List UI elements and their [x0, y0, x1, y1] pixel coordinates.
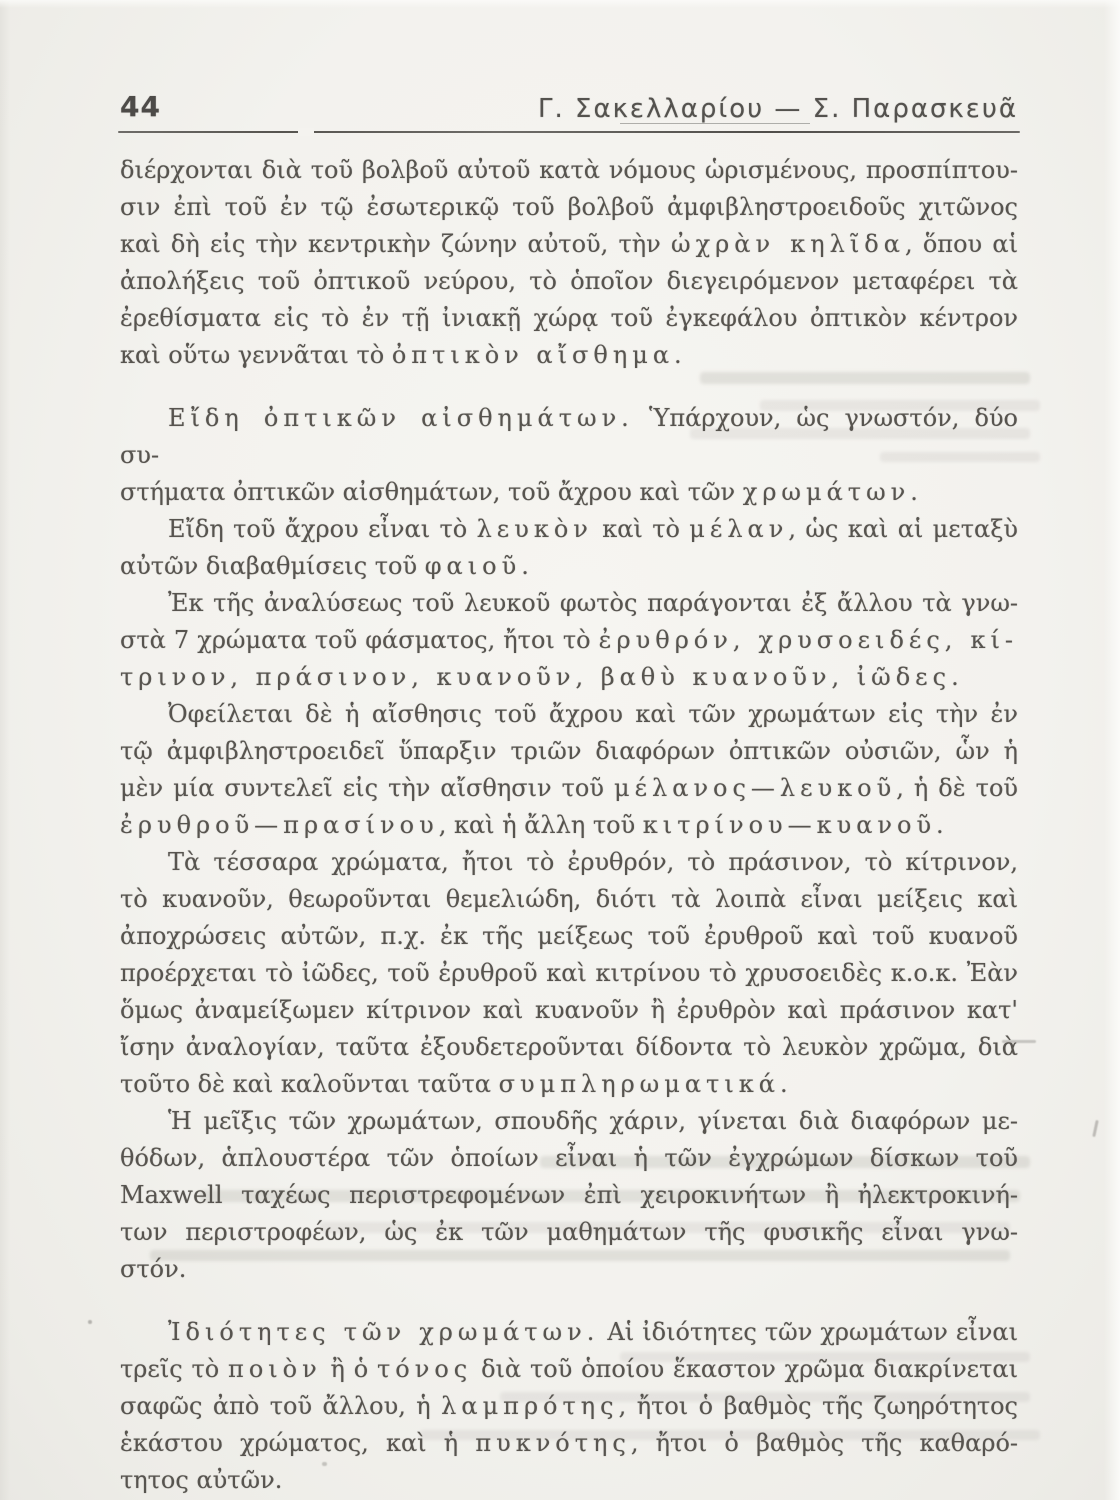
text-line [120, 844, 1018, 881]
text-segment: ἀπολήξεις τοῦ ὀπτικοῦ νεύρου, τὸ ὁποῖον διεγειρόμενον μεταφέρει τὰ [120, 267, 1018, 295]
text-segment: τῷ ἀμφιβληστροειδεῖ ὕπαρξιν τριῶν διαφόρων ὀπτικῶν οὐσιῶν, ὧν ἡ [120, 737, 1018, 765]
text-line [120, 733, 1018, 770]
text-segment: διέρχονται διὰ τοῦ βολβοῦ αὐτοῦ κατὰ νόμους ὡρισμένους, προσπίπτου- [120, 156, 1018, 184]
text-segment: καὶ τὸ [592, 515, 690, 543]
emphasized-text: πυκνότης [475, 1429, 631, 1457]
paragraph [120, 696, 1018, 844]
scan-speck [88, 1320, 92, 1324]
header-rule [118, 131, 1020, 133]
text-line [120, 1462, 1018, 1499]
text-segment: . [910, 478, 918, 506]
text-line [120, 548, 1018, 585]
text-line [120, 1214, 1018, 1251]
page-edge-shading [1104, 0, 1120, 1500]
text-segment: , καὶ ἡ ἄλλη τοῦ [438, 811, 643, 839]
text-segment: . [521, 552, 529, 580]
emphasized-text: ποιὸν [228, 1355, 322, 1383]
emphasized-text: μέλανος—λευκοῦ [614, 774, 897, 802]
text-segment: Ἡ μεῖξις τῶν χρωμάτων, σπουδῆς χάριν, γίνεται διὰ διαφόρων με- [168, 1107, 1018, 1135]
text-segment: σιν ἐπὶ τοῦ ἐν τῷ ἐσωτερικῷ τοῦ βολβοῦ ἀμφιβληστροειδοῦς χιτῶνος [120, 193, 1018, 221]
page-edge-shading [0, 0, 10, 1500]
text-segment: ἀποχρώσεις αὐτῶν, π.χ. ἐκ τῆς μείξεως τοῦ ἐρυθροῦ καὶ τοῦ κυανοῦ [120, 922, 1018, 950]
text-segment: , ἡ δὲ τοῦ [896, 774, 1018, 802]
emphasized-text: τόνος [377, 1355, 473, 1383]
text-segment: , ἤτοι ὁ βαθμὸς τῆς καθαρό- [630, 1429, 1018, 1457]
text-segment: στήματα ὀπτικῶν αἰσθημάτων, τοῦ ἄχρου καὶ τῶν [120, 478, 743, 506]
emphasized-text: ἐρυθρόν, χρυσοειδές, κί- [598, 626, 1018, 654]
text-line [120, 1251, 1018, 1288]
page-body [120, 152, 1018, 1499]
text-line [120, 1388, 1018, 1425]
text-line [120, 337, 1018, 374]
emphasized-text: φαιοῦ [424, 552, 522, 580]
text-segment: τοῦτο δὲ καὶ καλοῦνται ταῦτα [120, 1070, 499, 1098]
text-line [120, 585, 1018, 622]
text-line [120, 1314, 1018, 1351]
text-line [120, 622, 1018, 659]
text-line [120, 881, 1018, 918]
text-segment: των περιστροφέων, ὡς ἐκ τῶν μαθημάτων τῆς φυσικῆς εἶναι γνω- [120, 1218, 1018, 1246]
text-line [120, 1140, 1018, 1177]
text-segment: ἢ ὁ [321, 1355, 378, 1383]
emphasized-text: ὀπτικὸν αἴσθημα [391, 341, 675, 369]
paragraph [120, 1103, 1018, 1288]
text-segment: Maxwell ταχέως περιστρεφομένων ἐπὶ χειροκινήτων ἢ ἠλεκτροκινή- [120, 1181, 1018, 1209]
text-segment: καὶ οὕτω γεννᾶται τὸ [120, 341, 392, 369]
text-line [120, 918, 1018, 955]
text-line [120, 1177, 1018, 1214]
text-line [120, 992, 1018, 1029]
text-segment: Ἐκ τῆς ἀναλύσεως τοῦ λευκοῦ φωτὸς παράγονται ἐξ ἄλλου τὰ γνω- [168, 589, 1018, 617]
text-line [120, 1425, 1018, 1462]
emphasized-text: χρωμάτων [742, 478, 911, 506]
text-segment: Αἱ ἰδιότητες τῶν χρωμάτων εἶναι [599, 1318, 1018, 1346]
text-segment: ὅμως ἀναμείξωμεν κίτρινον καὶ κυανοῦν ἢ ἐρυθρὸν καὶ πράσινον κατ' [120, 996, 1018, 1024]
emphasized-text: Ἰδιότητες τῶν χρωμάτων. [168, 1318, 600, 1346]
text-line [120, 474, 1018, 511]
text-segment: . [779, 1070, 788, 1098]
text-segment: σαφῶς ἀπὸ τοῦ ἄλλου, ἡ [120, 1392, 442, 1420]
text-line [120, 807, 1018, 844]
text-segment: . [936, 811, 944, 839]
text-segment: προέρχεται τὸ ἰῶδες, τοῦ ἐρυθροῦ καὶ κιτρίνου τὸ χρυσοειδὲς κ.ο.κ. Ἐὰν [120, 959, 1018, 987]
text-line [120, 152, 1018, 189]
paragraph [120, 585, 1018, 696]
text-segment: διὰ τοῦ ὁποίου ἕκαστον χρῶμα διακρίνεται [472, 1355, 1019, 1383]
text-segment: ἑκάστου χρώματος, καὶ ἡ [120, 1429, 476, 1457]
text-segment: αὐτῶν διαβαθμίσεις τοῦ [120, 552, 425, 580]
text-segment: στόν. [120, 1255, 187, 1283]
text-segment: στὰ 7 χρώματα τοῦ φάσματος, ἤτοι τὸ [120, 626, 599, 654]
text-line [120, 189, 1018, 226]
emphasized-text: μέλαν [689, 515, 789, 543]
running-header: Γ. Σακελλαρίου — Σ. Παρασκευᾶ [538, 94, 1018, 124]
emphasized-text: λαμπρότης [441, 1392, 619, 1420]
paragraph [120, 511, 1018, 585]
text-segment: ἐρεθίσματα εἰς τὸ ἐν τῇ ἰνιακῇ χώρᾳ τοῦ ἐγκεφάλου ὀπτικὸν κέντρον [120, 304, 1018, 332]
text-segment: τρεῖς τὸ [120, 1355, 229, 1383]
paragraph [120, 844, 1018, 1103]
scan-speck [1092, 1120, 1098, 1137]
paragraph [120, 152, 1018, 374]
text-line [120, 955, 1018, 992]
text-line [120, 659, 1018, 696]
text-segment: . [951, 663, 959, 691]
emphasized-text: συμπληρωματικά [498, 1070, 780, 1098]
text-segment: θόδων, ἁπλουστέρα τῶν ὁποίων εἶναι ἡ τῶν ἐγχρώμων δίσκων τοῦ [120, 1144, 1018, 1172]
emphasized-text: τρινον, πράσινον, κυανοῦν, βαθὺ κυανοῦν, ἰῶδες [120, 663, 952, 691]
text-segment: τὸ κυανοῦν, θεωροῦνται θεμελιώδη, διότι τὰ λοιπὰ εἶναι μείξεις καὶ [120, 885, 1018, 913]
text-line [120, 1351, 1018, 1388]
text-segment: τητος αὐτῶν. [120, 1466, 283, 1494]
emphasized-text: κιτρίνου—κυανοῦ [642, 811, 937, 839]
paragraph [120, 400, 1018, 511]
text-line [120, 300, 1018, 337]
text-line [120, 696, 1018, 733]
paragraph [120, 1314, 1018, 1499]
text-segment: Ὑπάρχουν, ὡς γνωστόν, δύο συ- [120, 404, 1018, 469]
text-line [120, 770, 1018, 807]
text-segment: , ὡς καὶ αἱ μεταξὺ [788, 515, 1018, 543]
page-number: 44 [120, 90, 161, 123]
text-line [120, 1066, 1018, 1103]
text-line [120, 511, 1018, 548]
text-segment: , ὅπου αἱ [904, 230, 1019, 258]
emphasized-text: ἐρυθροῦ—πρασίνου [120, 811, 439, 839]
text-segment: ἴσην ἀναλογίαν, ταῦτα ἐξουδετεροῦνται δίδοντα τὸ λευκὸν χρῶμα, διὰ [120, 1033, 1018, 1061]
page-edge-shading [0, 0, 1120, 8]
text-segment: Ὀφείλεται δὲ ἡ αἴσθησις τοῦ ἄχρου καὶ τῶν χρωμάτων εἰς τὴν ἐν [168, 700, 1018, 728]
text-line [120, 1103, 1018, 1140]
text-line [120, 400, 1018, 474]
text-segment: . [674, 341, 682, 369]
text-line [120, 263, 1018, 300]
text-segment: Εἴδη τοῦ ἄχρου εἶναι τὸ [168, 515, 477, 543]
header-rule-shadow [620, 123, 810, 124]
emphasized-text: Εἴδη ὀπτικῶν αἰσθημάτων. [168, 404, 634, 432]
emphasized-text: ὠχρὰν κηλῖδα [671, 230, 905, 258]
text-line [120, 1029, 1018, 1066]
header-rule-break [298, 128, 314, 136]
text-segment: μὲν μία συντελεῖ εἰς τὴν αἴσθησιν τοῦ [120, 774, 614, 802]
emphasized-text: λευκὸν [476, 515, 593, 543]
text-segment: , ἤτοι ὁ βαθμὸς τῆς ζωηρότητος [618, 1392, 1018, 1420]
text-segment: Τὰ τέσσαρα χρώματα, ἤτοι τὸ ἐρυθρόν, τὸ πράσινον, τὸ κίτρινον, [168, 848, 1018, 876]
text-line [120, 226, 1018, 263]
text-segment: καὶ δὴ εἰς τὴν κεντρικὴν ζώνην αὐτοῦ, τὴν [120, 230, 672, 258]
